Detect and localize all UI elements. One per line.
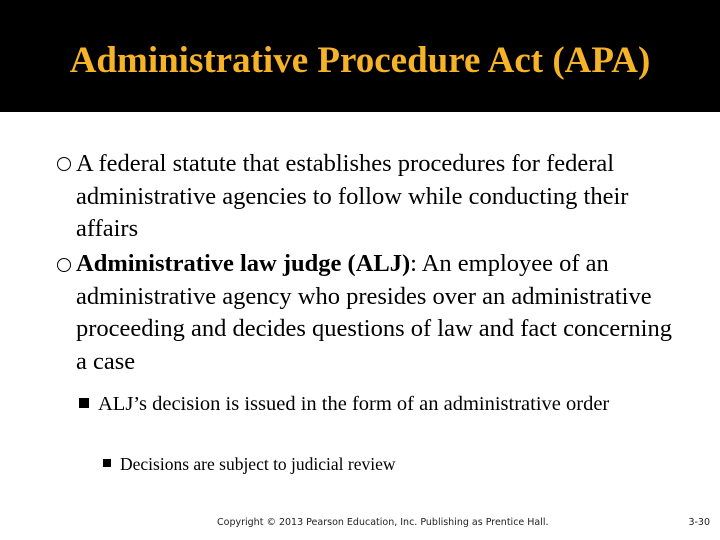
hollow-circle-bullet-icon [57, 258, 71, 272]
slide-title: Administrative Procedure Act (APA) [69, 40, 651, 81]
bullet-alj-definition [76, 248, 676, 378]
bullet-term: Administrative law judge (ALJ) [76, 250, 411, 277]
slide-number: 3-30 [688, 517, 710, 528]
sub-sub-bullet-judicial-review: Decisions are subject to judicial review [120, 454, 396, 474]
bullet-apa-definition: A federal statute that establishes procedures for federal administrative agencies to follow while conducting their affairs [76, 150, 629, 242]
bullet-description: : An employee of an administrative agency who presides over an administrative proceeding and decides questions of law and fact concerning a case [76, 250, 672, 375]
sub-bullet-alj-decision: ALJ’s decision is issued in the form of an administrative order [98, 393, 610, 415]
square-bullet-icon [79, 398, 89, 408]
copyright-footer: Copyright © 2013 Pearson Education, Inc. Publishing as Prentice Hall. [217, 517, 549, 528]
square-bullet-icon [103, 459, 111, 467]
hollow-circle-bullet-icon [57, 157, 71, 171]
